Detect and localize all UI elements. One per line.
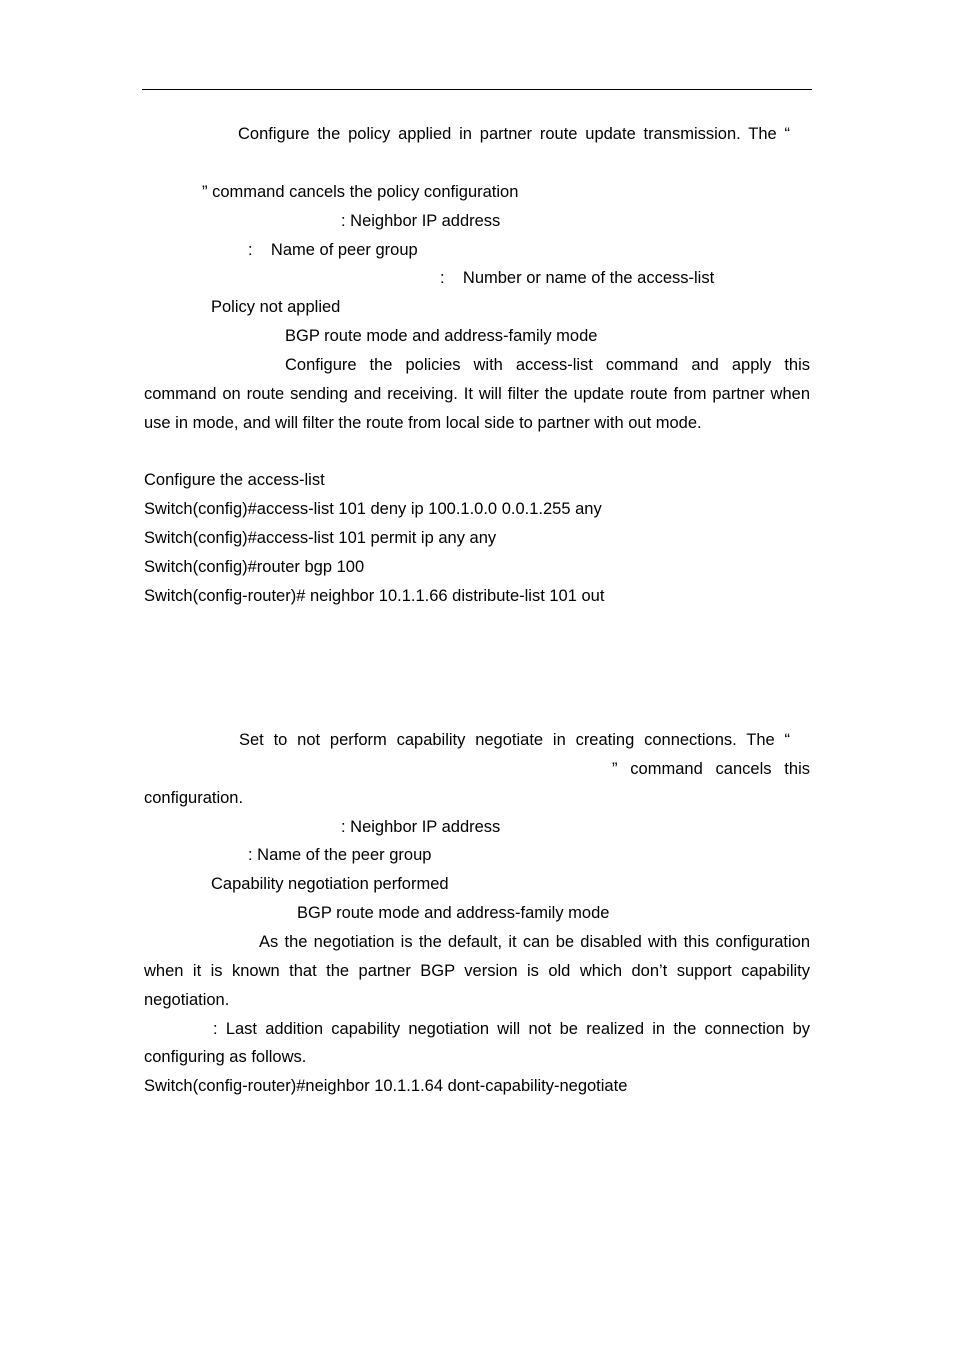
s1-usage-line1: Configure the policies with access-list command and apply this <box>285 356 810 374</box>
s1-param-neighbor: : Neighbor IP address <box>341 212 501 230</box>
s2-param-neighbor: : Neighbor IP address <box>341 818 501 836</box>
s2-example-line2: configuring as follows. <box>144 1048 307 1066</box>
header-rule <box>142 89 812 90</box>
s2-example-line1: : Last addition capability negotiation will not be realized in the connection by <box>213 1020 810 1038</box>
s1-intro-line2: ” command cancels the policy configuration <box>202 183 519 201</box>
s1-intro-line1: Configure the policy applied in partner route update transmission. The “ <box>238 125 790 143</box>
s1-command-1: Switch(config)#access-list 101 deny ip 100.1.0.0 0.0.1.255 any <box>144 500 602 518</box>
s2-param-group: : Name of the peer group <box>248 846 432 864</box>
s2-usage-line2: when it is known that the partner BGP version is old which don’t support capability <box>144 962 810 980</box>
s1-usage-line3: use in mode, and will filter the route from local side to partner with out mode. <box>144 414 702 432</box>
s2-intro-line1: Set to not perform capability negotiate in creating connections. The “ <box>239 731 790 749</box>
s1-command-4: Switch(config-router)# neighbor 10.1.1.66 distribute-list 101 out <box>144 587 605 605</box>
s1-command-2: Switch(config)#access-list 101 permit ip any any <box>144 529 497 547</box>
s2-intro-line3: configuration. <box>144 789 244 807</box>
s2-intro-line2: ” command cancels this <box>612 760 810 778</box>
s1-param-group: : Name of peer group <box>248 241 418 259</box>
s2-default: Capability negotiation performed <box>211 875 449 893</box>
s2-usage-line3: negotiation. <box>144 991 230 1009</box>
s1-mode: BGP route mode and address-family mode <box>285 327 598 345</box>
s1-usage-line2: command on route sending and receiving. It will filter the update route from partner when <box>144 385 810 403</box>
s1-command-3: Switch(config)#router bgp 100 <box>144 558 365 576</box>
s1-default: Policy not applied <box>211 298 341 316</box>
s2-command: Switch(config-router)#neighbor 10.1.1.64 dont-capability-negotiate <box>144 1077 628 1095</box>
s1-param-list: : Number or name of the access-list <box>440 269 715 287</box>
s2-mode: BGP route mode and address-family mode <box>297 904 610 922</box>
s1-example-title: Configure the access-list <box>144 471 325 489</box>
s2-usage-line1: As the negotiation is the default, it can be disabled with this configuration <box>259 933 810 951</box>
